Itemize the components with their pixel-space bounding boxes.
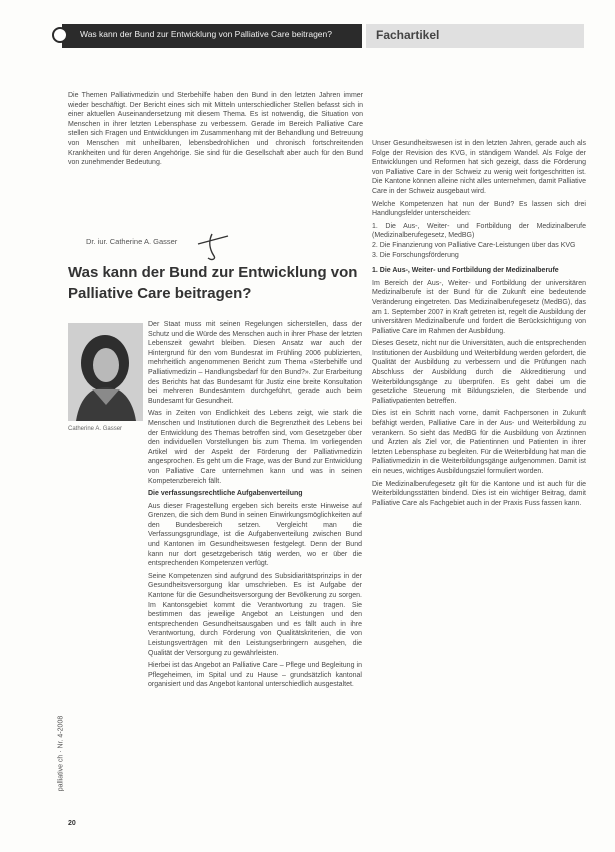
section-subheading: Die verfassungsrechtliche Aufgabenverteilung <box>148 490 303 498</box>
signature-icon <box>190 232 234 262</box>
paragraph: Aus dieser Fragestellung ergeben sich bereits erste Hinweise auf Grenzen, die sich dem Bund in seinen Einwirkungsmöglichkeiten auf den Bundesbereich setzen. Vergleicht man die Verfassungsgrundlage, ist die Aufgabenverteilung zwischen Bund und Kantonen im Gesundheitswesen festgelegt. Denn der Bund kann nur dort gesetzgeberisch tätig werden, wo er über die entsprechenden Kompetenzen verfügt. <box>148 502 362 568</box>
paragraph: Dieses Gesetz, nicht nur die Universitäten, auch die entsprechenden Institutionen der Ausbildung und Weiterbildung werden gefordert, die Qualität der Ausbildung zu verbessern und die Prüfungen nach Abschluss der Ausbildung durch die Akkreditierung und Weiterbildungsgänge zu überprüfen. Es geht dabei um die gesetzliche Steuerung mit Bildungszielen, die Sterbende und Palliativpatienten betreffen. <box>372 340 586 405</box>
running-title: Was kann der Bund zur Entwicklung von Palliative Care beitragen? <box>80 29 332 39</box>
author-name: Dr. iur. Catherine A. Gasser <box>86 237 178 246</box>
paragraph: Seine Kompetenzen sind aufgrund des Subsidiaritätsprinzips in der Gesundheitsversorgung klar umschrieben. Es ist Aufgabe der Kantone für die Gesundheitsversorgung der Bevölkerung zu sorgen. Im Kantonsgebiet kommt die Verantwortung zu tragen. Sie bestimmen das jeweilige Angebot an Leistungen und den entsprechenden Gesundheitsausgaben und es fällt auch in ihre Verantwortung, durch Förderung von Qualitätskriterien, die von Leistungsverträgen mit den Leistungserbringern ausgehen, die Qualität der Versorgung zu gewährleisten. <box>148 572 362 657</box>
journal-name: palliative ch · Nr. 4-2008 <box>57 715 65 792</box>
paragraph: Der Staat muss mit seinen Regelungen sicherstellen, dass der Schutz und die Würde des Menschen auch in ihrer Phase der letzten Lebenszeit gewahrt bleiben. Diesen Ansatz war auch der Hintergrund für den vom Bundesrat im Frühling 2006 publizierten, mehrheitlich angenommenen Bericht zum Thema «Sterbehilfe und Palliativmedizin – Handlungsbedarf für den Bund?». Zur Erarbeitung des Berichts hat das Bundesamt für Justiz eine breite Konsultation bei mehreren Bundesämtern durchgeführt, gerade auch beim Bundesamt für Gesundheit. <box>148 321 362 405</box>
list-item: 1. Die Aus-, Weiter- und Fortbildung der Medizinalberufe (Medizinalberufegesetz, MedBG) <box>372 222 586 240</box>
intro-paragraph: Die Themen Palliativmedizin und Sterbehilfe haben den Bund in den letzten Jahren immer wieder beschäftigt. Der Bericht eines sich mit Mitteln unterschiedlicher Stellen befasst sich in einer aktuellen Auseinandersetzung mit diesem Thema. Es ist notwendig, die Situation von Menschen in ihrer letzten Lebensphase zu verbessern. Gerade im Bereich Palliative Care stellen sich Fragen und Entwicklungen im Zusammenhang mit der Behandlung und Betreuung von Menschen mit unheilbaren, lebensbedrohlichen und chronisch fortschreitenden Krankheiten und für deren Angehörige. Sie sind für die Gesellschaft aber auch für den Bund von zunehmender Bedeutung. <box>68 92 363 167</box>
paragraph: Dies ist ein Schritt nach vorne, damit Fachpersonen in Zukunft befähigt werden, Palliative Care in der Aus- und Weiterbildung zu verankern. So sieht das MedBG für die Ausbildung von Ärztinnen und Ärzten als Ziel vor, die Patientinnen und Patienten in ihrer letzten Lebensphase zu begleiten. Für die Weiterbildung hat man die Palliativmedizin in die Weiterbildungsgänge aufgenommen. Damit ist ein neues, wichtiges Ausbildungsziel formuliert worden. <box>372 410 586 475</box>
paragraph: Die Medizinalberufegesetz gilt für die Kantone und ist auch für die Weiterbildungsstätten bindend. Dies ist ein wichtiger Beitrag, damit Palliative Care als Fachgebiet auch in der Praxis Fuss fassen kann. <box>372 480 586 507</box>
paragraph: Was in Zeiten von Endlichkeit des Lebens zeigt, wie stark die Menschen und Institutionen durch die Begrenztheit des Lebens bei der Entwicklung des Themas betroffen sind, vom Gesetzgeber über den individuellen Vorstellungen bis zum Thema. Im vorliegenden Artikel wird der Aspekt der Förderung der Palliativmedizin angesprochen. Es geht um die Frage, was der Bund zur Entwicklung von Palliative Care unternehmen kann und was in seinen Kompetenzbereich fällt. <box>148 410 362 485</box>
journal-side-label <box>56 700 68 810</box>
list-item: 3. Die Forschungsförderung <box>372 251 459 259</box>
section-subheading: 1. Die Aus-, Weiter- und Fortbildung der Medizinalberufe <box>372 267 559 275</box>
photo-caption: Catherine A. Gasser <box>68 426 123 432</box>
running-header-bar <box>62 24 362 48</box>
bullet-circle-icon <box>52 27 68 43</box>
page-number: 20 <box>68 820 76 827</box>
paragraph: Welche Kompetenzen hat nun der Bund? Es lassen sich drei Handlungsfelder unterscheiden: <box>372 200 586 218</box>
paragraph: Im Bereich der Aus-, Weiter- und Fortbildung der universitären Medizinalberufe ist der Bund für die Zukunft eine bedeutende Veränderung eingetreten. Das Medizinalberufegesetz (MedBG), das am 1. September 2007 in Kraft getreten ist, regelt die Ausbildung der universitären Medizinalberufe und fordert die Berücksichtigung von Palliative Care im Rahmen der Ausbildung. <box>372 279 586 335</box>
paragraph: Unser Gesundheitswesen ist in den letzten Jahren, gerade auch als Folge der Revision des KVG, in ständigem Wandel. Als Folge der Entwicklungen und Reformen hat sich gezeigt, dass die Förderung von Palliative Care in der Schweiz zu wenig weit fortgeschritten ist. Die Kantone können alleine nicht alles unternehmen, damit Palliative Care in der Schweiz ausgebaut wird. <box>372 140 586 195</box>
list-item: 2. Die Finanzierung von Palliative Care-Leistungen über das KVG <box>372 241 576 249</box>
category-label: Fachartikel <box>376 28 440 42</box>
main-column <box>148 320 362 693</box>
category-tag <box>366 24 584 48</box>
portrait-image <box>68 323 143 421</box>
article-headline: Was kann der Bund zur Entwicklung von Palliative Care beitragen? <box>68 264 358 302</box>
right-column <box>372 139 586 511</box>
paragraph: Hierbei ist das Angebot an Palliative Care – Pflege und Begleitung in Pflegeheimen, im Spital und zu Hause – grundsätzlich kantonal organisiert und das Angebot kantonal unterschiedlich ausgestaltet. <box>148 662 362 689</box>
author-photo <box>68 323 143 421</box>
